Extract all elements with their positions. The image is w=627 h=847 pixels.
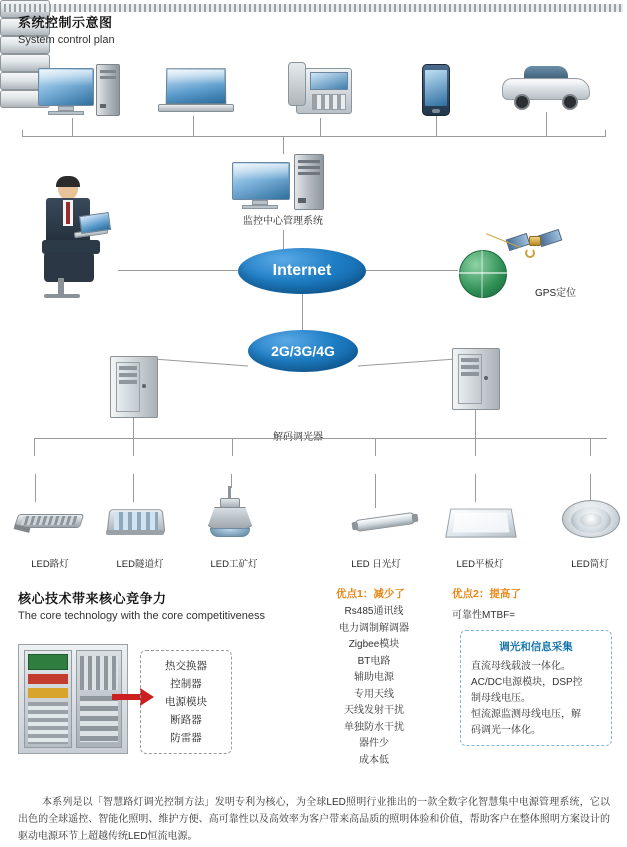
connector-line [232, 438, 233, 456]
desktop-computer-icon [38, 62, 124, 118]
decoder-label [273, 428, 323, 443]
connector-line [590, 438, 591, 456]
connector-line [34, 438, 35, 456]
cabinet-part: 控制器 [170, 678, 202, 690]
led-street-lamp-icon [14, 500, 86, 542]
bus-line [22, 136, 606, 137]
callout-line: 恒流源监测母线电压，解 [471, 709, 581, 720]
control-cabinet-right [452, 348, 500, 410]
distribution-bus-left [34, 438, 264, 439]
connector-line [475, 474, 476, 502]
advantage1-item: 天线发射干扰 [344, 705, 404, 716]
advantage1-item: Rs485通讯线 [344, 606, 404, 617]
lamp-caption: LED隧道灯 [116, 559, 164, 570]
lamp-caption: LED 日光灯 [351, 559, 401, 570]
connector-line [133, 418, 134, 438]
mobile-network-cloud: 2G/3G/4G [248, 330, 358, 372]
lamp-caption: LED筒灯 [571, 559, 609, 570]
advantage1-item: 电力调制解调器 [339, 622, 409, 634]
connector-line [320, 118, 321, 136]
connector-line [302, 294, 303, 330]
section1-title-en: System control plan [18, 34, 115, 46]
advantage2-callout [460, 630, 612, 746]
businessman-icon [22, 178, 118, 298]
advantage2-subtext: 可靠性MTBF= [452, 610, 516, 621]
cabinet-part: 热交换器 [165, 660, 207, 672]
lamp-caption: LED平板灯 [456, 559, 504, 570]
footer-paragraph: 本系列是以「智慧路灯调光控制方法」发明专利为核心，为全球LED照明行业推出的一款全数字化智慧集中电源管理系统，它以出色的全球遥控、智能化照明、维护方便、高可靠性以及高效率为客户带来高品质的照明体验和价值，帮助客户在整体照明方案设计的驱动电源环节上超越传统LED恒流电源。 [18, 797, 610, 842]
cabinet-part: 断路器 [170, 714, 202, 726]
led-tube-lamp-icon [352, 508, 418, 538]
distribution-bus-right [375, 438, 607, 439]
cabinet-part: 防雷器 [170, 732, 202, 744]
connector-line [118, 270, 238, 271]
advantage1-item: 单独防水干扰 [344, 721, 404, 733]
led-highbay-lamp-icon [198, 486, 262, 544]
gps-label: GPS定位 [535, 288, 577, 299]
bus-bridge [264, 438, 375, 439]
monitoring-center-icon [232, 154, 332, 210]
mobile-phone-icon [422, 64, 450, 116]
section2-title-en: The core technology with the core competitiveness [18, 610, 266, 622]
cabinet-connectors [0, 330, 627, 440]
callout-title: 调光和信息采集 [499, 641, 573, 653]
internet-cloud: Internet [238, 248, 366, 294]
advantage1-heading: 优点1：减少了 [336, 588, 405, 600]
connector-line [283, 136, 284, 154]
connector-line [475, 438, 476, 456]
control-cabinet-left [110, 356, 158, 418]
connector-line [35, 474, 36, 502]
connector-line [436, 116, 437, 136]
callout-line: 直流母线载波一体化。 [471, 661, 571, 672]
connector-line [375, 438, 376, 456]
callout-line: 制母线电压。 [471, 693, 531, 704]
connector-line [72, 118, 73, 136]
advantage2-heading: 优点2：提高了 [452, 588, 521, 600]
cabinet-parts-box [140, 650, 232, 754]
connector-line [546, 112, 547, 136]
connector-line [193, 116, 194, 136]
bus-end-left [22, 130, 23, 137]
connector-line [366, 270, 458, 271]
advantage1-item: Zigbee模块 [348, 639, 400, 650]
section2-title-cn: 核心技术带来核心竞争力 [18, 591, 167, 606]
led-panel-lamp-icon [448, 502, 514, 542]
connector-line [133, 474, 134, 502]
lamp-caption: LED工矿灯 [210, 559, 258, 570]
advantage1-item: 器件少 [359, 738, 389, 749]
led-downlight-icon [562, 496, 620, 544]
lamp-caption: LED路灯 [31, 559, 69, 570]
advantage1-item: BT电路 [357, 655, 391, 667]
bus-end-right [605, 130, 606, 137]
advantage1-list [316, 604, 432, 769]
ip-phone-icon [288, 60, 354, 118]
advantage1-item: 辅助电源 [354, 672, 394, 683]
advantage1-item: 成本低 [359, 754, 389, 766]
callout-line: AC/DC电源模块，DSP控 [471, 677, 583, 688]
monitoring-center-label: 监控中心管理系统 [243, 216, 323, 227]
advantage1-item: 专用天线 [354, 688, 394, 700]
section1-title-cn: 系统控制示意图 [18, 15, 113, 30]
callout-line: 码调光一体化。 [471, 725, 541, 736]
cabinet-part: 电源模块 [165, 696, 207, 708]
connector-line [375, 474, 376, 508]
laptop-computer-icon [158, 68, 234, 116]
vehicle-icon [500, 62, 592, 112]
connector-line [475, 410, 476, 438]
led-tunnel-lamp-icon [106, 500, 168, 542]
connector-line [133, 438, 134, 456]
